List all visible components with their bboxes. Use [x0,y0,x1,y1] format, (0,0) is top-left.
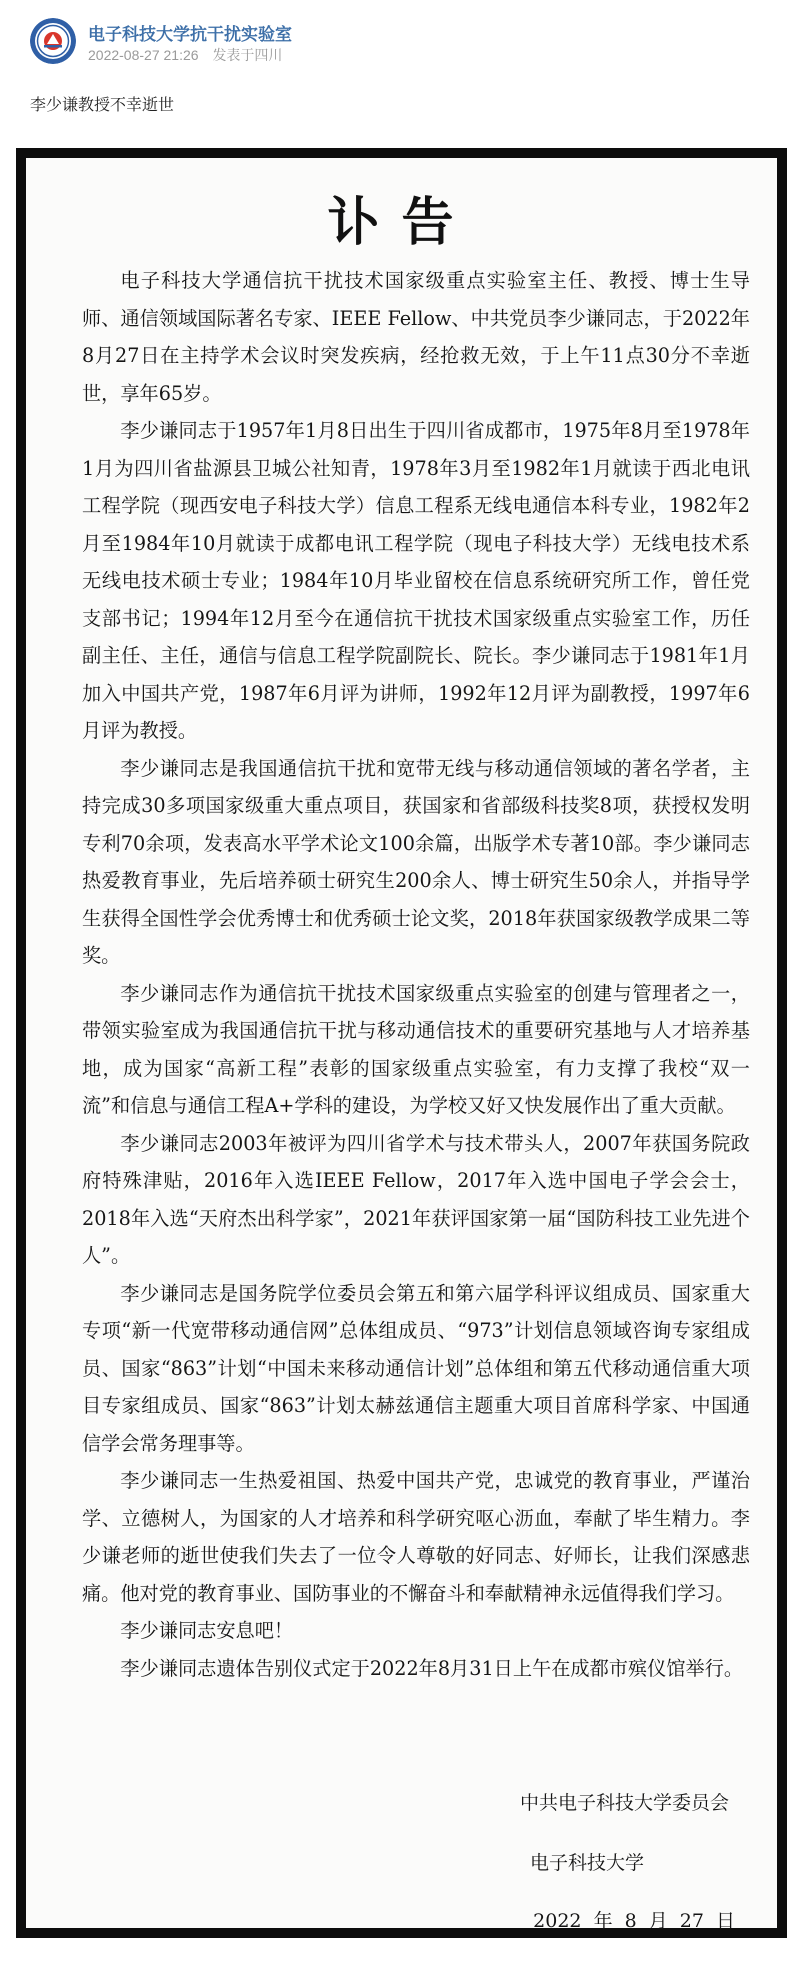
post-caption: 李少谦教授不幸逝世 [30,97,175,114]
notice-paragraph: 李少谦同志于1957年1月8日出生于四川省成都市，1975年8月至1978年1月为四川省盐源县卫城公社知青，1978年3月至1982年1月就读于西北电讯工程学院（现西安电子科技大学）信息工程系无线电通信本科专业，1982年2月至1984年10月就读于成都电讯工程学院（现电子科技大学）无线电技术系无线电技术硕士专业；1984年10月毕业留校在信息系统研究所工作，曾任党支部书记；1994年12月至今在通信抗干扰技术国家级重点实验室工作，历任副主任、主任，通信与信息工程学院副院长、院长。李少谦同志于1981年1月加入中国共产党，1987年6月评为讲师，1992年12月评为副教授，1997年6月评为教授。 [82,419,750,742]
notice-paragraph: 电子科技大学通信抗干扰技术国家级重点实验室主任、教授、博士生导师、通信领域国际著名专家、IEEE Fellow、中共党员李少谦同志，于2022年8月27日在主持学术会议时突发疾病，经抢救无效，于上午11点30分不幸逝世，享年65岁。 [82,269,750,405]
university-seal-icon[interactable] [30,18,76,64]
obituary-notice-image[interactable] [16,148,787,1938]
post-time: 2022-08-27 21:26 [88,47,199,63]
notice-body [82,262,750,1687]
notice-paragraph: 李少谦同志安息吧！ [120,1619,294,1642]
notice-paragraph: 李少谦同志2003年被评为四川省学术与技术带头人，2007年获国务院政府特殊津贴，2016年入选IEEE Fellow，2017年入选中国电子学会会士，2018年入选“天府杰出科学家”，2021年获评国家第一届“国防科技工业先进个人”。 [82,1131,750,1267]
signature-committee: 中共电子科技大学委员会 [519,1792,729,1814]
signature-university: 电子科技大学 [529,1852,644,1874]
notice-title: 讣告 [327,192,476,253]
post-header [30,16,770,68]
post-location: 发表于四川 [212,47,283,63]
notice-paragraph: 李少谦同志是国务院学位委员会第五和第六届学科评议组成员、国家重大专项“新一代宽带移动通信网”总体组成员、“973”计划信息领域咨询专家组成员、国家“863”计划“中国未来移动通信计划”总体组和第五代移动通信重大项目专家组成员、国家“863”计划太赫兹通信主题重大项目首席科学家、中国通信学会常务理事等。 [82,1281,750,1455]
notice-paragraph: 李少谦同志遗体告别仪式定于2022年8月31日上午在成都市殡仪馆举行。 [120,1656,744,1680]
notice-paragraph: 李少谦同志作为通信抗干扰技术国家级重点实验室的创建与管理者之一，带领实验室成为我国通信抗干扰与移动通信技术的重要研究基地与人才培养基地，成为国家“高新工程”表彰的国家级重点实验室，有力支撑了我校“双一流”和信息与通信工程A+学科的建设，为学校又好又快发展作出了重大贡献。 [82,981,750,1117]
signature-date: 2022 年 8 月 27 日 [533,1910,735,1932]
notice-paragraph: 李少谦同志是我国通信抗干扰和宽带无线与移动通信领域的著名学者，主持完成30多项国家级重大重点项目，获国家和省部级科技奖8项，获授权发明专利70余项，发表高水平学术论文100余篇，出版学术专著10部。李少谦同志热爱教育事业，先后培养硕士研究生200余人、博士研究生50余人，并指导学生获得全国性学会优秀博士和优秀硕士论文奖，2018年获国家级教学成果二等奖。 [82,756,750,967]
notice-paragraph: 李少谦同志一生热爱祖国、热爱中国共产党，忠诚党的教育事业，严谨治学、立德树人，为国家的人才培养和科学研究呕心沥血，奉献了毕生精力。李少谦老师的逝世使我们失去了一位令人尊敬的好同志、好师长，让我们深感悲痛。他对党的教育事业、国防事业的不懈奋斗和奉献精神永远值得我们学习。 [82,1469,750,1605]
post-meta [88,45,282,65]
author-name[interactable]: 电子科技大学抗干扰实验室 [88,25,292,44]
